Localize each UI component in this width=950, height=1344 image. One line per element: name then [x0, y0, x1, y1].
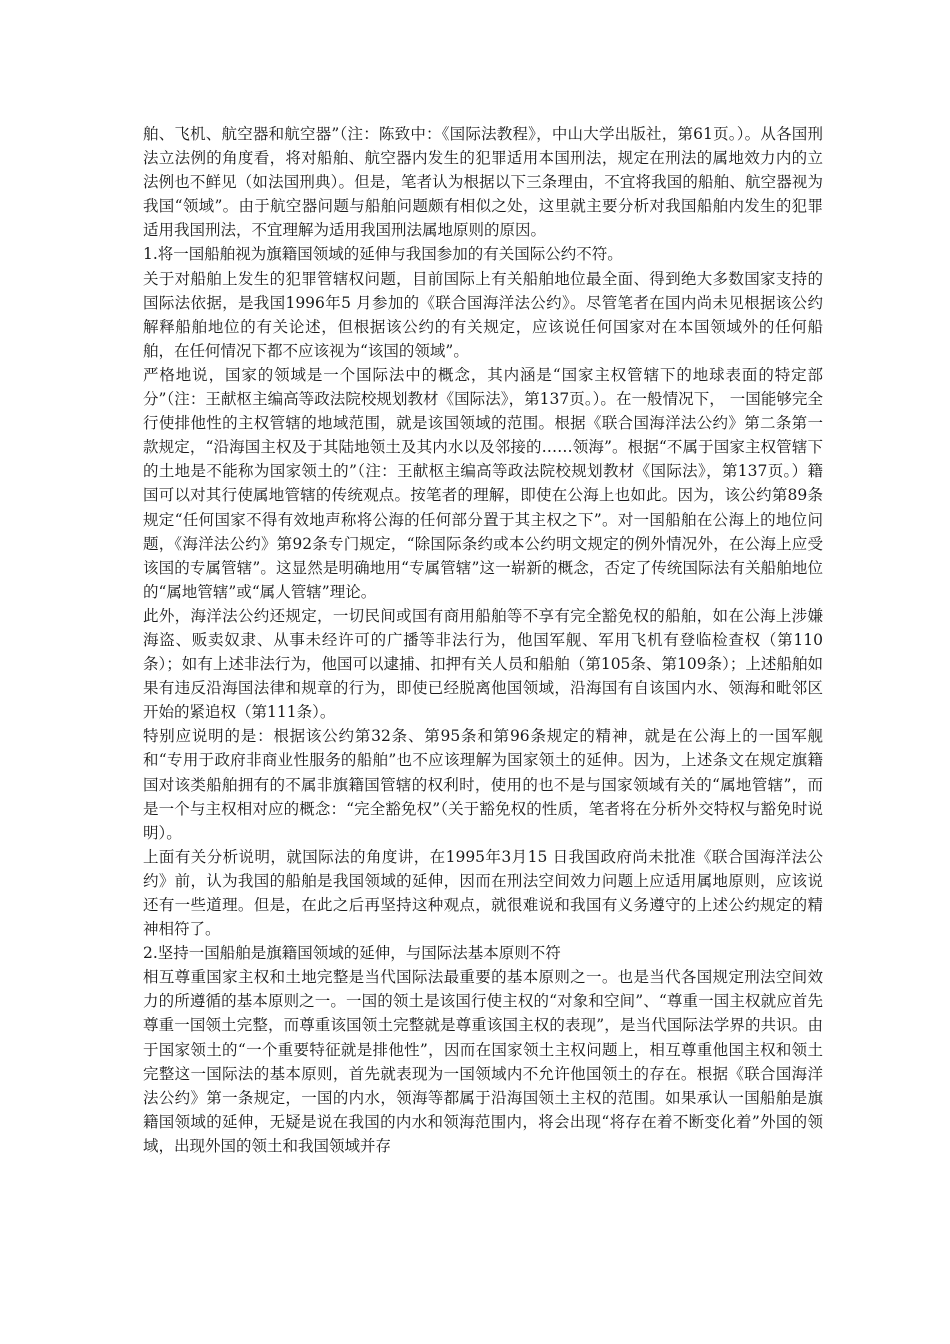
paragraph-territory-concept: 严格地说，国家的领域是一个国际法中的概念，其内涵是“国家主权管辖下的地球表面的特定部分”（注：王献枢主编高等政法院校规划教材《国际法》，第137页。）。在一般情况下， 一国能够完全行使排他性的主权管辖的地域范围，就是该国领域的范围。根据《联合国海洋法公约》第二条第一款规定，“沿海国主权及于其陆地领土及其内水以及邻接的……领海”。根据“不属于国家主权管辖下的土地是不能称为国家领土的”（注：王献枢主编高等政法院校规划教材《国际法》，第137页。）籍国可以对其行使属地管辖的传统观点。按笔者的理解，即使在公海上也如此。因为，该公约第89条规定“任何国家不得有效地声称将公海的任何部分置于其主权之下”。对一国船舶在公海上的地位问题，《海洋法公约》第92条专门规定，“除国际条约或本公约明文规定的例外情况外，在公海上应受该国的专属管辖”。这显然是明确地用“专属管辖”这一崭新的概念，否定了传统国际法有关船舶地位的“属地管辖”或“属人管辖”理论。 [143, 365, 823, 601]
paragraph-convention-basis: 关于对船舶上发生的犯罪管辖权问题，目前国际上有关船舶地位最全面、得到绝大多数国家支持的国际法依据，是我国1996年5 月参加的《联合国海洋法公约》。尽管笔者在国内尚未见根据该公约解释船舶地位的有关论述，但根据该公约的有关规定，应该说任何国家对在本国领域外的任何船舶，在任何情况下都不应该视为“该国的领域”。 [143, 269, 823, 360]
paragraph-intro: 舶、飞机、航空器和航空器”（注：陈致中：《国际法教程》，中山大学出版社，第61页。）。从各国刑法立法例的角度看，将对船舶、航空器内发生的犯罪适用本国刑法，规定在刑法的属地效力内的立法例也不鲜见（如法国刑典）。但是，笔者认为根据以下三条理由，不宜将我国的船舶、航空器视为我国“领域”。由于航空器问题与船舶问题颇有相似之处，这里就主要分析对我国船舶内发生的犯罪适用我国刑法，不宜理解为适用我国刑法属地原则的原因。 [143, 125, 823, 240]
paragraph-sovereignty-principle: 相互尊重国家主权和土地完整是当代国际法最重要的基本原则之一。也是当代各国规定刑法空间效力的所遵循的基本原则之一。一国的领土是该国行使主权的“对象和空间”、“尊重一国主权就应首先尊重一国领土完整，而尊重该国领土完整就是尊重该国主权的表现”，是当代国际法学界的共识。由于国家领土的“一个重要特征就是排他性”，因而在国家领土主权问题上，相互尊重他国主权和领土完整这一国际法的基本原则，首先就表现为一国领域内不允许他国领土的存在。根据《联合国海洋法公约》第一条规定，一国的内水，领海等都属于沿海国领土主权的范围。如果承认一国船舶是旗籍国领域的延伸，无疑是说在我国的内水和领海范围内，将会出现“将存在着不断变化着”外国的领域，出现外国的领土和我国领域并存 [143, 968, 823, 1155]
document-body [143, 122, 823, 1158]
section-heading-2: 2.坚持一国船舶是旗籍国领域的延伸，与国际法基本原则不符 [143, 944, 561, 963]
paragraph-summary: 上面有关分析说明，就国际法的角度讲，在1995年3月15 日我国政府尚未批准《联合国海洋法公约》前，认为我国的船舶是我国领域的延伸，因而在刑法空间效力问题上应适用属地原则，应该说还有一些道理。但是，在此之后再坚持这种观点，就很难说和我国有义务遵守的上述公约规定的精神相符了。 [143, 847, 823, 939]
section-heading-1: 1.将一国船舶视为旗籍国领域的延伸与我国参加的有关国际公约不符。 [143, 245, 623, 264]
paragraph-high-seas-rules: 此外，海洋法公约还规定，一切民间或国有商用船舶等不享有完全豁免权的船舶，如在公海上涉嫌海盗、贩卖奴隶、从事未经许可的广播等非法行为，他国军舰、军用飞机有登临检查权（第110条）；如有上述非法行为，他国可以逮捕、扣押有关人员和船舶（第105条、第109条）；上述船舶如果有违反沿海国法律和规章的行为，即使已经脱离他国领域，沿海国有自该国内水、领海和毗邻区开始的紧追权（第111条）。 [143, 606, 823, 722]
paragraph-warships-immunity: 特别应说明的是：根据该公约第32条、第95条和第96条规定的精神，就是在公海上的一国军舰和“专用于政府非商业性服务的船舶”也不应该理解为国家领土的延伸。因为，上述条文在规定旗籍国对该类船舶拥有的不属非旗籍国管辖的权利时，使用的也不是与国家领域有关的“属地管辖”，而是一个与主权相对应的概念：“完全豁免权”（关于豁免权的性质，笔者将在分析外交特权与豁免时说明）。 [143, 727, 823, 842]
